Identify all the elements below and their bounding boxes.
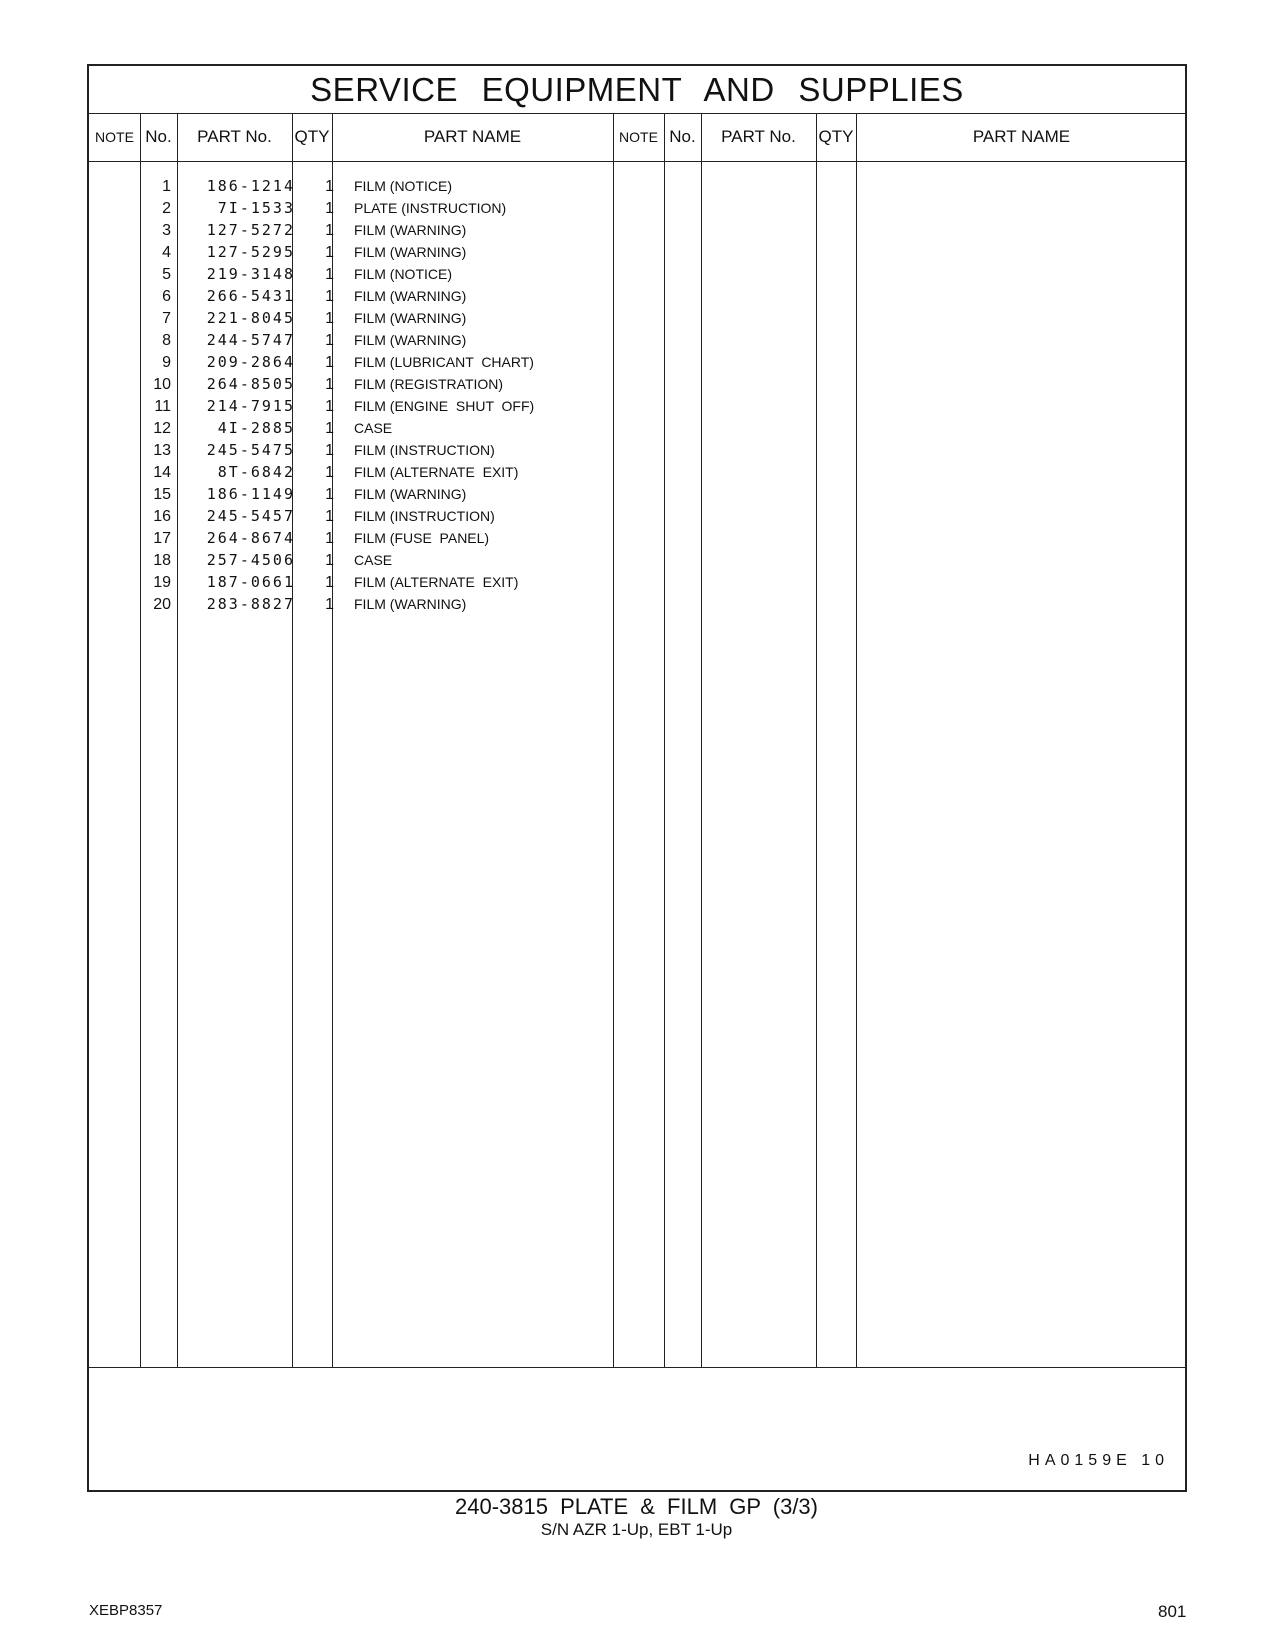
table-row	[89, 307, 1185, 330]
row-number: 13	[153, 442, 171, 459]
header-part-no-left: PART No.	[197, 127, 272, 146]
table-footer-divider	[89, 1367, 1185, 1368]
table-row	[89, 329, 1185, 352]
part-name: FILM (WARNING)	[354, 332, 467, 348]
part-name: FILM (ENGINE SHUT OFF)	[354, 398, 535, 414]
quantity: 1	[325, 486, 334, 503]
table-row	[89, 549, 1185, 572]
row-number: 8	[162, 332, 171, 349]
quantity: 1	[325, 200, 334, 217]
row-number: 9	[162, 354, 171, 371]
part-number: 221-8045	[206, 309, 295, 327]
serial-range: S/N AZR 1-Up, EBT 1-Up	[540, 1520, 733, 1539]
part-number: 245-5475	[206, 441, 295, 459]
parts-table-frame	[87, 64, 1187, 1492]
table-row	[89, 197, 1185, 220]
table-row	[89, 505, 1185, 528]
quantity: 1	[325, 376, 334, 393]
part-number: 214-7915	[206, 397, 295, 415]
part-number: 7I-1533	[217, 199, 295, 217]
row-number: 12	[153, 420, 171, 437]
table-row	[89, 285, 1185, 308]
row-number: 2	[162, 200, 171, 217]
quantity: 1	[325, 244, 334, 261]
row-number: 19	[153, 574, 171, 591]
part-number: 8T-6842	[217, 463, 295, 481]
table-row	[89, 219, 1185, 242]
part-name: CASE	[354, 420, 393, 436]
part-number: 264-8505	[206, 375, 295, 393]
header-no-left: No.	[145, 127, 172, 146]
group-caption: 240-3815 PLATE & FILM GP (3/3)	[454, 1494, 818, 1519]
table-row	[89, 483, 1185, 506]
row-number: 20	[153, 596, 171, 613]
table-row	[89, 241, 1185, 264]
part-name: FILM (WARNING)	[354, 486, 467, 502]
table-row	[89, 527, 1185, 550]
row-number: 7	[162, 310, 171, 327]
quantity: 1	[325, 354, 334, 371]
row-number: 3	[162, 222, 171, 239]
row-number: 5	[162, 266, 171, 283]
quantity: 1	[325, 266, 334, 283]
quantity: 1	[325, 178, 334, 195]
part-number: 283-8827	[206, 595, 295, 613]
document-id: XEBP8357	[89, 1602, 163, 1619]
quantity: 1	[325, 530, 334, 547]
part-name: FILM (INSTRUCTION)	[354, 442, 495, 458]
part-name: FILM (INSTRUCTION)	[354, 508, 495, 524]
header-qty-right: QTY	[818, 127, 854, 146]
part-number: 127-5295	[206, 243, 295, 261]
part-number: 245-5457	[206, 507, 295, 525]
table-row	[89, 351, 1185, 374]
row-number: 17	[153, 530, 171, 547]
table-row	[89, 395, 1185, 418]
part-name: FILM (LUBRICANT CHART)	[354, 354, 534, 370]
part-name: FILM (WARNING)	[354, 288, 467, 304]
row-number: 4	[162, 244, 171, 261]
illustration-code: HA0159E 10	[1028, 1452, 1169, 1469]
header-note-left: NOTE	[95, 129, 134, 145]
quantity: 1	[325, 420, 334, 437]
part-name: FILM (WARNING)	[354, 244, 467, 260]
part-name: FILM (WARNING)	[354, 596, 467, 612]
header-part-no-right: PART No.	[721, 127, 796, 146]
quantity: 1	[325, 398, 334, 415]
page-number: 801	[1158, 1602, 1187, 1621]
part-number: 127-5272	[206, 221, 295, 239]
table-row	[89, 417, 1185, 440]
quantity: 1	[325, 310, 334, 327]
header-part-name-right: PART NAME	[972, 127, 1071, 146]
quantity: 1	[325, 508, 334, 525]
header-part-name-left: PART NAME	[423, 127, 522, 146]
column-header-row	[89, 113, 1185, 162]
quantity: 1	[325, 464, 334, 481]
header-qty-left: QTY	[294, 127, 330, 146]
part-name: FILM (ALTERNATE EXIT)	[354, 464, 519, 480]
table-row	[89, 373, 1185, 396]
part-number: 186-1149	[206, 485, 295, 503]
row-number: 10	[153, 376, 171, 393]
row-number: 14	[153, 464, 171, 481]
part-name: FILM (WARNING)	[354, 310, 467, 326]
header-no-right: No.	[669, 127, 696, 146]
part-number: 4I-2885	[217, 419, 295, 437]
table-row	[89, 593, 1185, 616]
row-number: 11	[154, 398, 171, 415]
quantity: 1	[325, 574, 334, 591]
row-number: 18	[153, 552, 171, 569]
part-number: 264-8674	[206, 529, 295, 547]
part-name: FILM (FUSE PANEL)	[354, 530, 490, 546]
table-title: SERVICE EQUIPMENT AND SUPPLIES	[89, 66, 1185, 114]
table-row	[89, 461, 1185, 484]
quantity: 1	[325, 332, 334, 349]
table-row	[89, 439, 1185, 462]
part-number: 187-0661	[206, 573, 295, 591]
table-row	[89, 263, 1185, 286]
row-number: 16	[153, 508, 171, 525]
table-row	[89, 571, 1185, 594]
quantity: 1	[325, 596, 334, 613]
quantity: 1	[325, 552, 334, 569]
part-number: 209-2864	[206, 353, 295, 371]
quantity: 1	[325, 288, 334, 305]
part-name: FILM (ALTERNATE EXIT)	[354, 574, 519, 590]
part-name: FILM (REGISTRATION)	[354, 376, 504, 392]
part-number: 219-3148	[206, 265, 295, 283]
part-number: 257-4506	[206, 551, 295, 569]
part-name: PLATE (INSTRUCTION)	[354, 200, 507, 216]
part-number: 186-1214	[206, 177, 295, 195]
row-number: 1	[162, 178, 171, 195]
quantity: 1	[325, 222, 334, 239]
quantity: 1	[325, 442, 334, 459]
part-number: 244-5747	[206, 331, 295, 349]
part-name: FILM (WARNING)	[354, 222, 467, 238]
header-note-right: NOTE	[619, 129, 658, 145]
part-name: FILM (NOTICE)	[354, 266, 452, 282]
part-number: 266-5431	[206, 287, 295, 305]
row-number: 6	[162, 288, 171, 305]
part-name: FILM (NOTICE)	[354, 178, 452, 194]
row-number: 15	[153, 486, 171, 503]
part-name: CASE	[354, 552, 393, 568]
table-row	[89, 175, 1185, 198]
